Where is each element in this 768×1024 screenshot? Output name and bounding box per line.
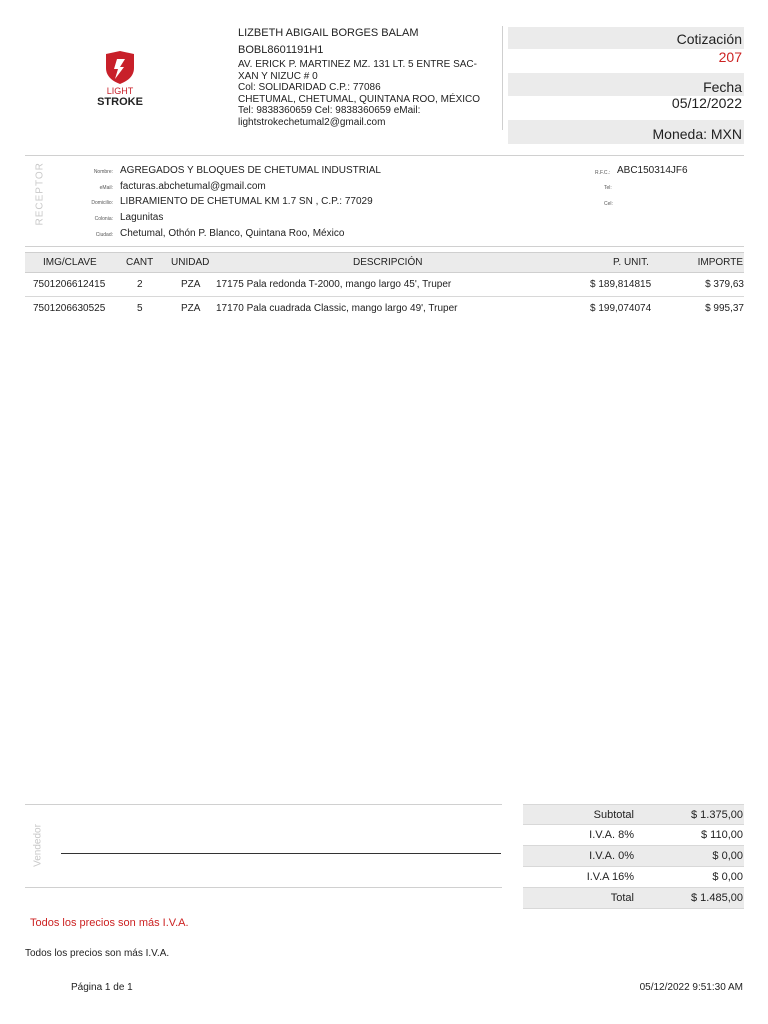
col-header-cant: CANT — [126, 257, 154, 268]
receptor-email-label: eMail: — [99, 185, 113, 191]
receptor-city: Chetumal, Othón P. Blanco, Quintana Roo, México — [120, 228, 345, 239]
col-header-p-unit: P. UNIT. — [613, 257, 649, 268]
total-value: $ 1.485,00 — [691, 892, 743, 904]
company-logo — [88, 50, 152, 110]
totals-subtotal — [523, 804, 744, 825]
col-header-unidad: UNIDAD — [171, 257, 210, 268]
receptor-section-label: RECEPTOR — [34, 162, 46, 226]
price-note: Todos los precios son más I.V.A. — [25, 948, 170, 959]
issuer-colonia: Col: SOLIDARIDAD C.P.: 77086 — [238, 82, 381, 93]
doc-currency: Moneda: MXN — [508, 120, 744, 144]
header-separator — [25, 155, 744, 156]
issuer-name: LIZBETH ABIGAIL BORGES BALAM — [238, 27, 419, 39]
subtotal-label: Subtotal — [593, 809, 634, 821]
row-unidad: PZA — [181, 279, 201, 290]
row-cant: 5 — [137, 303, 143, 314]
header-divider — [502, 26, 503, 130]
print-timestamp: 05/12/2022 9:51:30 AM — [639, 982, 743, 993]
row-importe: $ 379,63 — [705, 279, 744, 290]
iva-16-value: $ 0,00 — [712, 871, 743, 883]
receptor-tel-label: Tel: — [604, 185, 612, 191]
receptor-name: AGREGADOS Y BLOQUES DE CHETUMAL INDUSTRIAL — [120, 165, 381, 176]
doc-date-label: Fecha — [508, 73, 744, 96]
doc-number: 207 — [718, 49, 742, 65]
iva-0-label: I.V.A. 0% — [589, 850, 634, 862]
total-label: Total — [610, 892, 634, 904]
totals-iva-8 — [523, 825, 744, 846]
iva-16-label: I.V.A 16% — [586, 871, 634, 883]
totals-iva-0 — [523, 846, 744, 867]
price-note-red: Todos los precios son más I.V.A. — [30, 917, 189, 929]
receptor-rfc-label: R.F.C.: — [595, 170, 611, 176]
row-descripcion: 17170 Pala cuadrada Classic, mango largo 49', Truper — [216, 303, 458, 314]
receptor-address: LIBRAMIENTO DE CHETUMAL KM 1.7 SN , C.P.: 77029 — [120, 196, 373, 207]
vendor-top-line — [25, 804, 502, 805]
iva-0-value: $ 0,00 — [712, 850, 743, 862]
issuer-contact: Tel: 9838360659 Cel: 9838360659 eMail: — [238, 105, 421, 116]
doc-date: 05/12/2022 — [671, 95, 742, 111]
page-number: Página 1 de 1 — [71, 982, 133, 993]
receptor-colonia: Lagunitas — [120, 212, 164, 223]
row-importe: $ 995,37 — [705, 303, 744, 314]
items-table-header — [25, 252, 744, 273]
issuer-address-line2: XAN Y NIZUC # 0 — [238, 70, 318, 82]
row-clave: 7501206630525 — [33, 303, 106, 314]
issuer-address-line1: AV. ERICK P. MARTINEZ MZ. 131 LT. 5 ENTRE SAC- — [238, 59, 477, 70]
issuer-city: CHETUMAL, CHETUMAL, QUINTANA ROO, MÉXICO — [238, 93, 481, 105]
row-p-unit: $ 189,814815 — [590, 279, 652, 290]
totals-iva-16 — [523, 867, 744, 888]
totals-total — [523, 888, 744, 909]
row-unidad: PZA — [181, 303, 201, 314]
logo-text-bottom: STROKE — [97, 96, 143, 108]
issuer-block — [238, 28, 493, 128]
receptor-name-label: Nombre: — [93, 169, 113, 175]
issuer-email: lightstrokechetumal2@gmail.com — [238, 116, 386, 128]
signature-line — [61, 853, 501, 854]
receptor-email: facturas.abchetumal@gmail.com — [120, 181, 266, 192]
row-cant: 2 — [137, 279, 143, 290]
doc-type-label: Cotización — [508, 27, 744, 49]
row-p-unit: $ 199,074074 — [590, 303, 652, 314]
row-divider — [25, 296, 744, 297]
iva-8-label: I.V.A. 8% — [589, 829, 634, 841]
receptor-rfc: ABC150314JF6 — [617, 165, 688, 176]
logo-text-top: LIGHT — [106, 86, 134, 96]
issuer-rfc: BOBL8601191H1 — [238, 43, 324, 56]
receptor-city-label: Ciudad: — [95, 232, 113, 238]
subtotal-value: $ 1.375,00 — [691, 809, 743, 821]
receptor-address-label: Domicilio: — [91, 200, 113, 206]
vendor-label: Vendedor — [32, 824, 44, 867]
col-header-clave: IMG/CLAVE — [43, 257, 97, 268]
receptor-colonia-label: Colonia: — [94, 216, 113, 222]
receptor-cel-label: Cel: — [604, 201, 613, 207]
receptor-separator — [25, 246, 744, 247]
row-descripcion: 17175 Pala redonda T-2000, mango largo 45', Truper — [216, 279, 452, 290]
vendor-bottom-line — [25, 887, 502, 888]
iva-8-value: $ 110,00 — [700, 829, 743, 841]
col-header-descripcion: DESCRIPCIÓN — [353, 257, 423, 268]
col-header-importe: IMPORTE — [697, 257, 743, 268]
row-clave: 7501206612415 — [33, 279, 106, 290]
